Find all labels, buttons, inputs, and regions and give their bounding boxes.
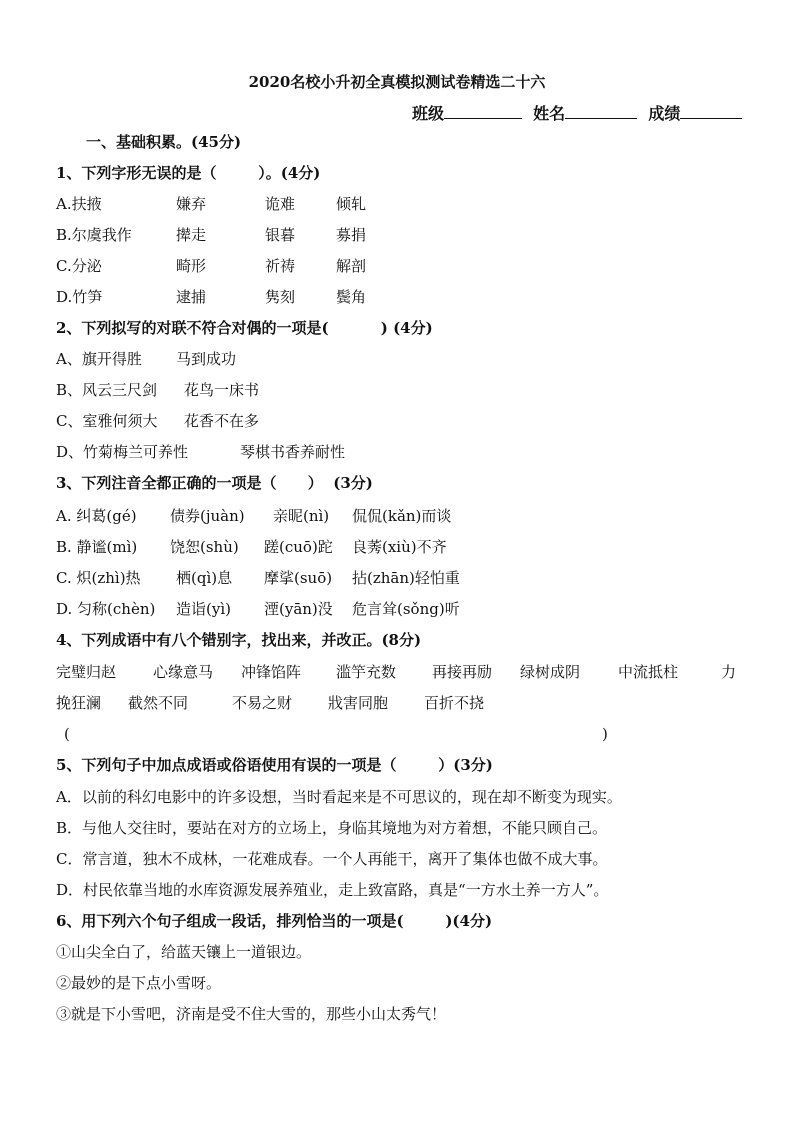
q6-sentence-3: ③就是下小雪吧，济南是受不住大雪的，那些小山太秀气！ — [56, 1005, 447, 1023]
q1-row-d-col3: 隽刻 — [265, 288, 296, 306]
q1-row-b-col3: 银暮 — [265, 226, 296, 244]
q2-option-a-right: 马到成功 — [176, 350, 237, 368]
q1-row-d-col2: 逮捕 — [176, 288, 207, 306]
q3-row-b-col2: 饶恕(shù) — [170, 538, 239, 556]
q6-sentence-2: ②最妙的是下点小雪呀。 — [56, 974, 222, 992]
q1-row-c-col1: C.分泌 — [56, 257, 102, 275]
q3-row-b-col3: 蹉(cuō)跎 — [264, 538, 333, 556]
q1-row-b-col1: B.尔虞我作 — [56, 226, 132, 244]
q1-row-a-col2: 嫌弃 — [176, 195, 207, 213]
q1-row-a-col4: 倾轧 — [336, 195, 367, 213]
class-blank — [444, 104, 522, 119]
q6-sentence-1: ①山尖全白了，给蓝天镶上一道银边。 — [56, 943, 312, 961]
q1-row-a-col3: 诡难 — [265, 195, 296, 213]
q4-idiom-8-start: 力 — [721, 663, 737, 681]
q4-idiom-8-end: 挽狂澜 — [56, 694, 102, 712]
question-6-stem: 6、用下列六个句子组成一段话，排列恰当的一项是( )(4分) — [56, 912, 493, 930]
q1-row-d-col4: 鬓角 — [336, 288, 367, 306]
q3-row-c-col4: 拈(zhān)轻怕重 — [352, 569, 460, 587]
student-info-line — [412, 101, 742, 124]
q4-idiom-12: 百折不挠 — [424, 694, 485, 712]
q2-option-d-right: 琴棋书香养耐性 — [240, 443, 346, 461]
question-1-stem: 1、下列字形无误的是（ ）。(4分) — [56, 164, 321, 182]
question-2-stem: 2、下列拟写的对联不符合对偶的一项是( ) (4分) — [56, 319, 433, 337]
name-blank — [565, 104, 637, 119]
page-title: 2020名校小升初全真模拟测试卷精选二十六 — [248, 73, 546, 91]
q4-idiom-1: 完璧归赵 — [56, 663, 117, 681]
q1-row-b-col4: 募捐 — [336, 226, 367, 244]
q1-row-c-col4: 解剖 — [336, 257, 367, 275]
q5-option-d: D．村民依靠当地的水库资源发展养殖业，走上致富路，真是“一方水土养一方人”。 — [56, 881, 609, 899]
score-blank — [680, 104, 742, 119]
q3-row-d-col3: 湮(yān)没 — [264, 600, 333, 618]
q1-row-d-col1: D.竹笋 — [56, 288, 103, 306]
q3-row-b-col1: B. 静谧(mì) — [56, 538, 138, 556]
q4-idiom-9: 截然不同 — [128, 694, 189, 712]
q2-option-c-left: C、室雅何须大 — [56, 412, 158, 430]
q4-idiom-11: 戕害同胞 — [328, 694, 389, 712]
q2-option-b-right: 花鸟一床书 — [184, 381, 260, 399]
q4-idiom-4: 滥竽充数 — [336, 663, 397, 681]
q3-row-a-col3: 亲昵(nì) — [273, 507, 330, 525]
q3-row-a-col1: A. 纠葛(gé) — [56, 507, 137, 525]
question-4-stem: 4、下列成语中有八个错别字，找出来，并改正。(8分) — [56, 631, 422, 649]
score-label: 成绩 — [648, 104, 681, 123]
q4-answer-paren-close: ) — [602, 725, 608, 743]
q2-option-b-left: B、风云三尺剑 — [56, 381, 158, 399]
q5-option-c: C．常言道，独木不成林，一花难成春。一个人再能干，离开了集体也做不成大事。 — [56, 850, 608, 868]
q1-row-b-col2: 撵走 — [176, 226, 207, 244]
q4-idiom-6: 绿树成阴 — [520, 663, 581, 681]
question-3-stem: 3、下列注音全都正确的一项是（ ） (3分) — [56, 474, 373, 492]
q2-option-a-left: A、旗开得胜 — [56, 350, 142, 368]
q2-option-c-right: 花香不在多 — [184, 412, 260, 430]
q1-row-c-col2: 畸形 — [176, 257, 207, 275]
q3-row-a-col4: 侃侃(kǎn)而谈 — [352, 507, 452, 525]
q1-row-a-col1: A.扶掖 — [56, 195, 102, 213]
q3-row-a-col2: 债券(juàn) — [170, 507, 245, 525]
q3-row-d-col1: D. 匀称(chèn) — [56, 600, 156, 618]
q3-row-d-col2: 造诣(yì) — [176, 600, 231, 618]
q4-idiom-10: 不易之财 — [232, 694, 293, 712]
q3-row-c-col2: 栖(qì)息 — [176, 569, 233, 587]
class-label: 班级 — [412, 104, 445, 123]
q3-row-c-col1: C. 炽(zhì)热 — [56, 569, 141, 587]
q4-idiom-7: 中流抵柱 — [618, 663, 679, 681]
q3-row-d-col4: 危言耸(sǒng)听 — [352, 600, 460, 618]
q4-answer-paren-open: ( — [64, 725, 70, 743]
section-heading: 一、基础积累。(45分) — [86, 133, 242, 151]
q5-option-a: A．以前的科幻电影中的许多设想，当时看起来是不可思议的，现在却不断变为现实。 — [56, 788, 622, 806]
name-label: 姓名 — [533, 104, 566, 123]
q4-idiom-5: 再接再励 — [432, 663, 493, 681]
q4-idiom-2: 心缘意马 — [153, 663, 214, 681]
q5-option-b: B．与他人交往时，要站在对方的立场上，身临其境地为对方着想，不能只顾自己。 — [56, 819, 608, 837]
q3-row-b-col4: 良莠(xiù)不齐 — [352, 538, 447, 556]
question-5-stem: 5、下列句子中加点成语或俗语使用有误的一项是（ ）(3分) — [56, 756, 493, 774]
q2-option-d-left: D、竹菊梅兰可养性 — [56, 443, 189, 461]
q4-idiom-3: 冲锋馅阵 — [241, 663, 302, 681]
q3-row-c-col3: 摩挲(suō) — [264, 569, 333, 587]
q1-row-c-col3: 祈祷 — [265, 257, 296, 275]
